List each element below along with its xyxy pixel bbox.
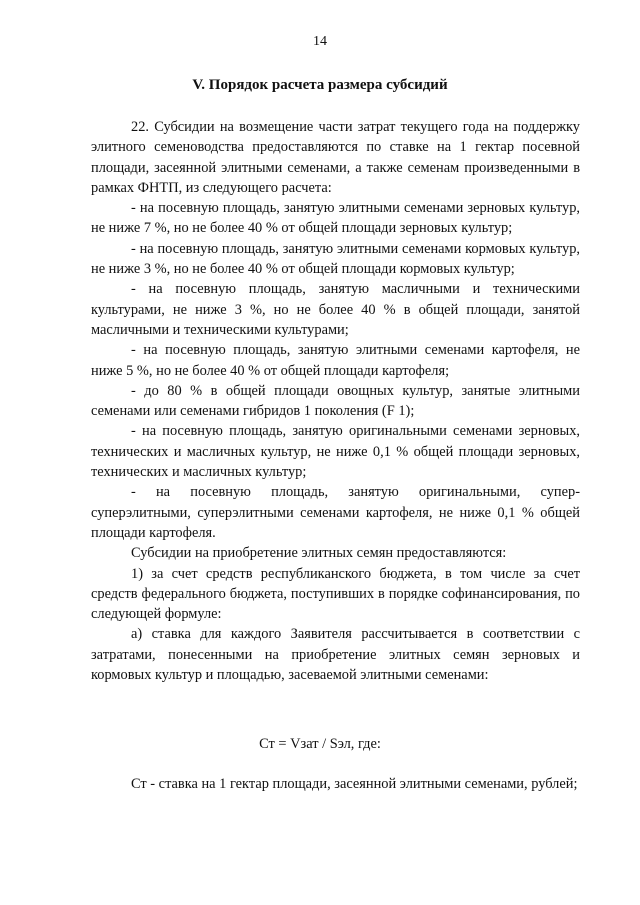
page-number: 14	[313, 34, 327, 49]
list-item-superelite-potato: - на посевную площадь, занятую оригинальными, супер-суперэлитными, суперэлитными семенами картофеля, не ниже 0,1 % общей площади картофеля.	[91, 484, 580, 541]
list-item-grain-crops: - на посевную площадь, занятую элитными семенами зерновых культур, не ниже 7 %, но не более 40 % от общей площади зерновых культур;	[91, 200, 580, 237]
section-heading: V. Порядок расчета размера субсидий	[192, 77, 448, 93]
paragraph-22-intro: 22. Субсидии на возмещение части затрат текущего года на поддержку элитного семеноводства предоставляются по ставке на 1 гектар посевной площади, засеянной элитными семенами, а также семенам произведенными в рамках ФНТП, из следующего расчета:	[91, 119, 580, 196]
list-item-original-seeds: - на посевную площадь, занятую оригинальными семенами зерновых, технических и масличных культур, не ниже 0,1 % общей площади зерновых, технических и масличных культур;	[91, 423, 580, 481]
formula-definition: Ст - ставка на 1 гектар площади, засеянной элитными семенами, рублей;	[131, 776, 578, 792]
rate-formula: Ст = Vзат / Sэл, где:	[259, 736, 381, 752]
list-item-fodder-crops: - на посевную площадь, занятую элитными семенами кормовых культур, не ниже 3 %, но не более 40 % от общей площади кормовых культур;	[91, 240, 580, 278]
list-item-vegetables: - до 80 % в общей площади овощных культур, занятые элитными семенами или семенами гибридов 1 поколения (F 1);	[91, 382, 580, 420]
paragraph-elite-seeds-purchase: Субсидии на приобретение элитных семян предоставляются:	[131, 545, 507, 562]
body-text	[91, 117, 580, 685]
list-item-potato: - на посевную площадь, занятую элитными семенами картофеля, не ниже 5 %, но не более 40 % от общей площади картофеля;	[91, 342, 580, 379]
list-item-oilseed-crops: - на посевную площадь, занятую масличными и техническими культурами, не ниже 3 %, но не более 40 % в общей площади, занятой масличными и техническими культурами;	[91, 281, 580, 338]
paragraph-rate-calculation: а) ставка для каждого Заявителя рассчитывается в соответствии с затратами, понесенными на приобретение элитных семян зерновых и кормовых культур и площадью, засеваемой элитными семенами:	[91, 626, 580, 684]
paragraph-budget-source: 1) за счет средств республиканского бюджета, в том числе за счет средств федерального бюджета, поступивших в порядке софинансирования, по следующей формуле:	[91, 565, 580, 623]
